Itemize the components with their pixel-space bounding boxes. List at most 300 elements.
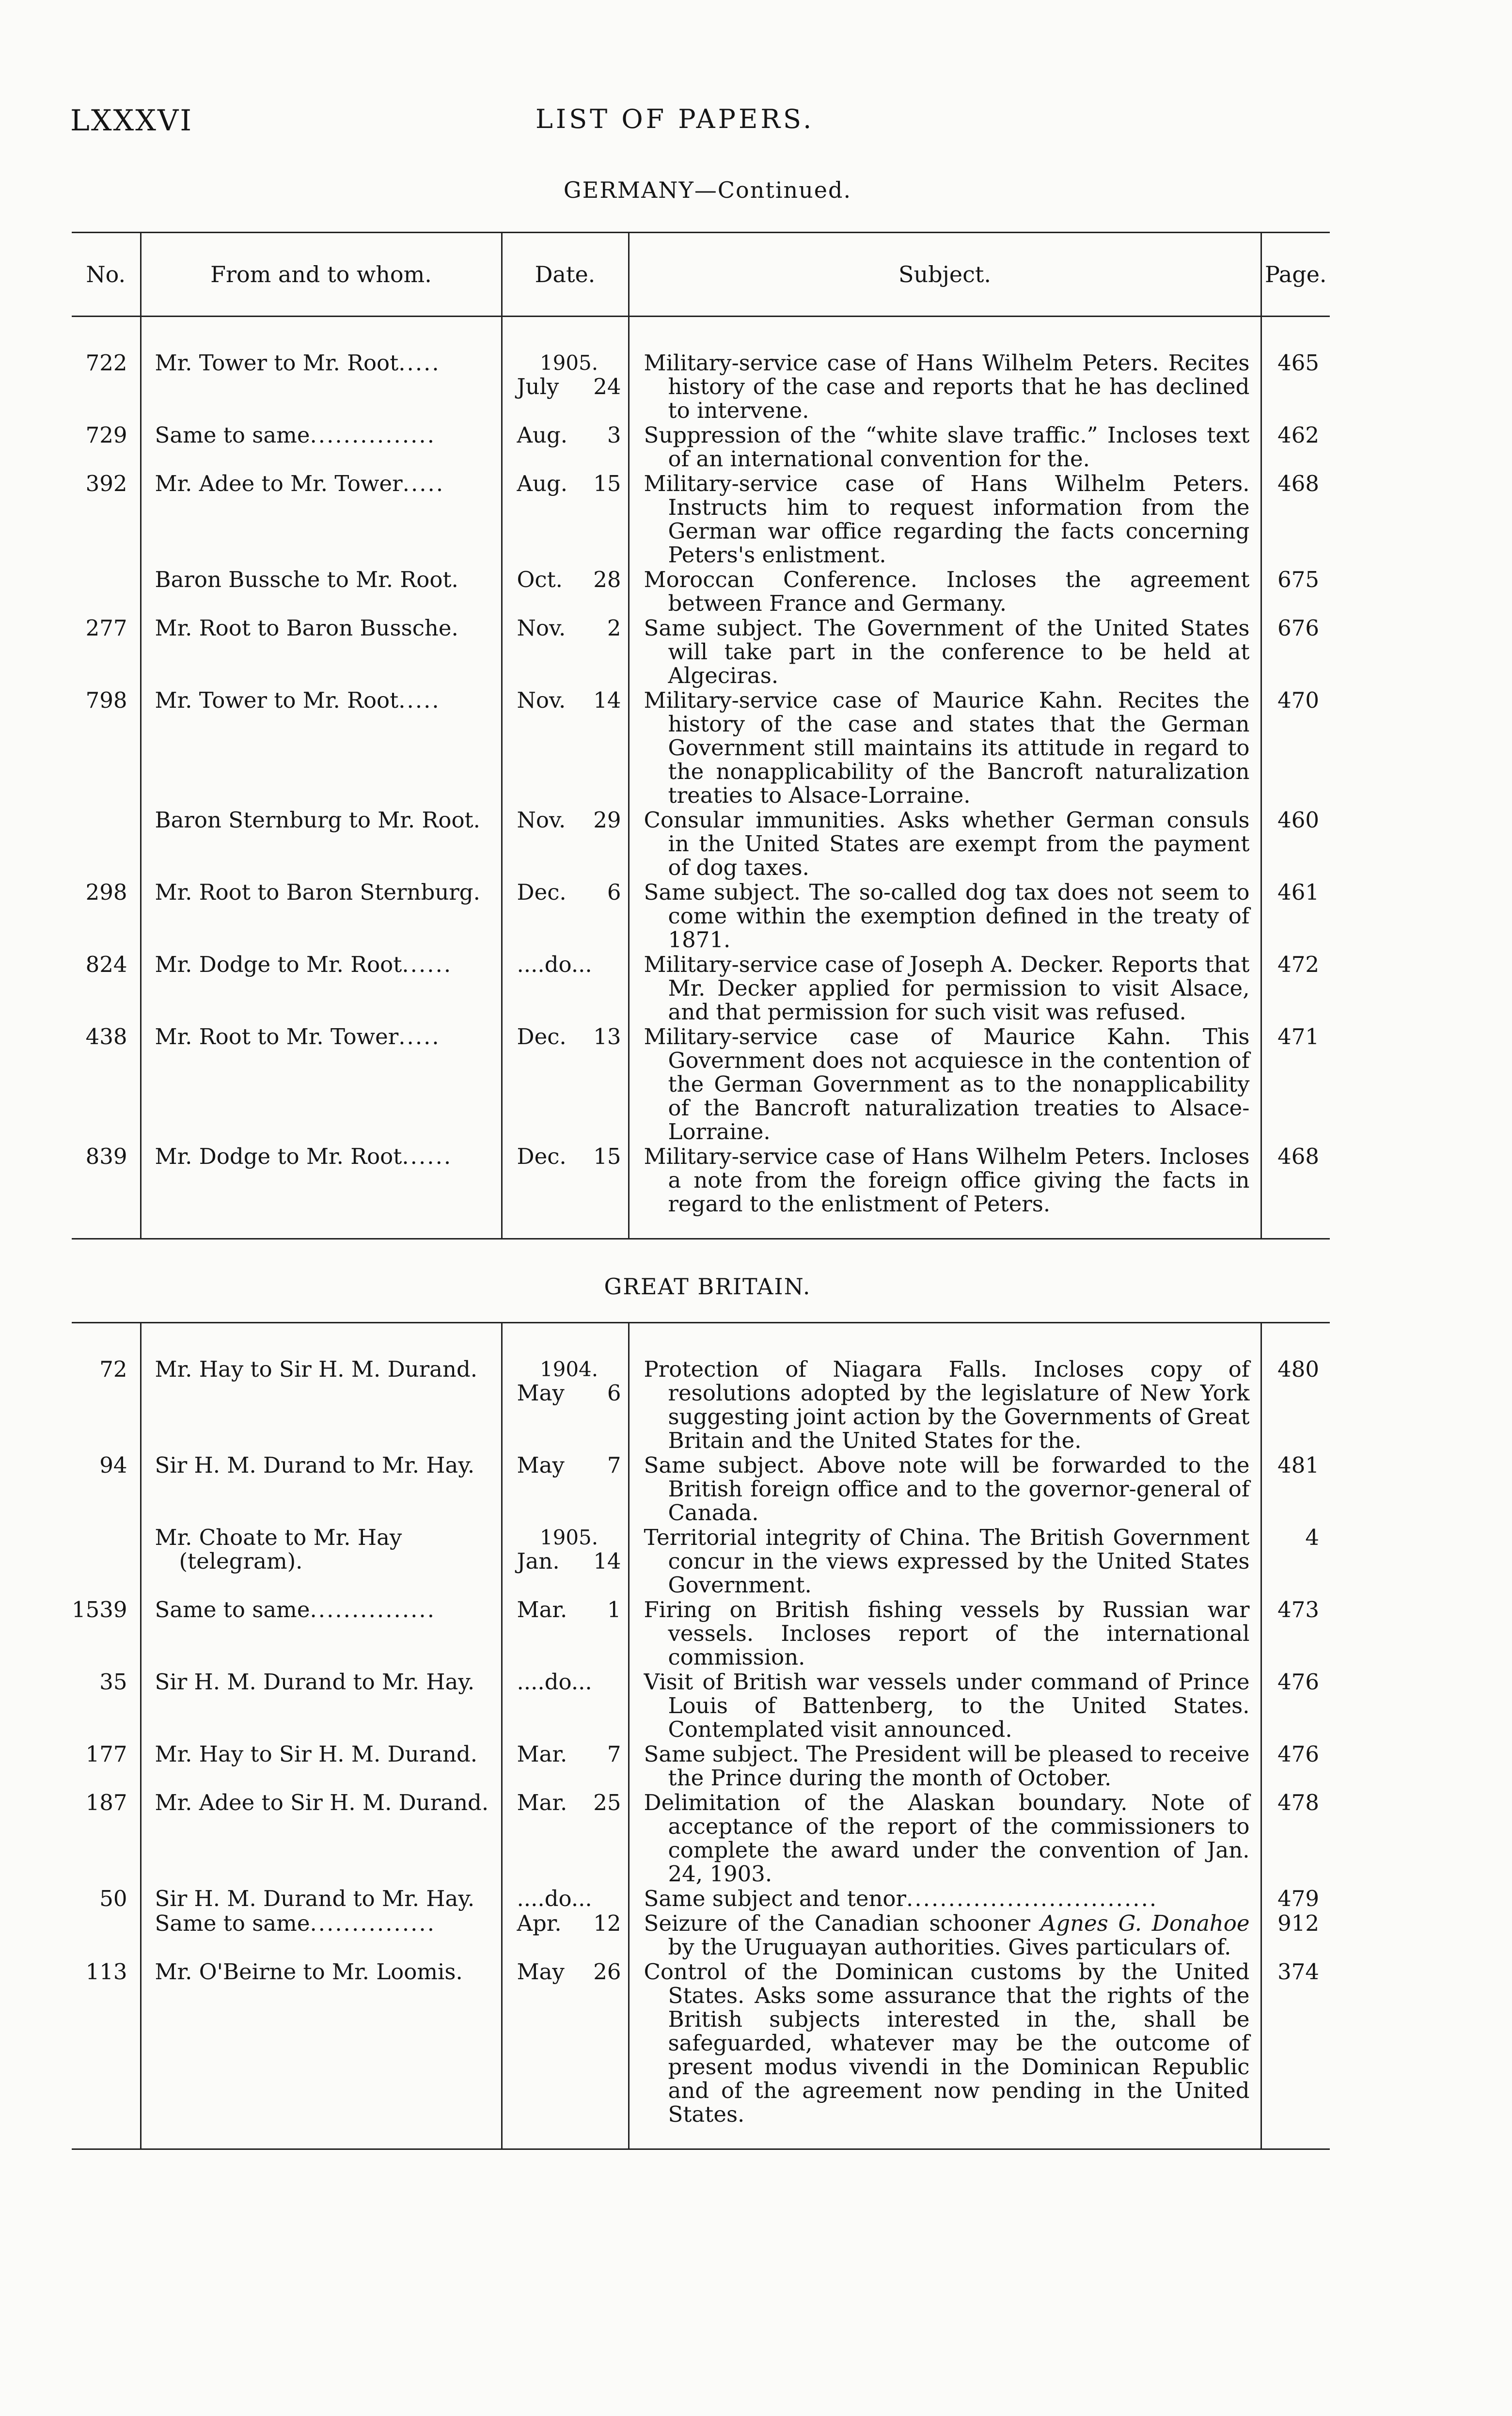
correspondent-names: Mr. Root to Baron Bussche. [155, 615, 458, 641]
leader-dots: ............... [310, 422, 436, 448]
date-day: 1 [607, 1597, 621, 1622]
correspondent-names: Baron Bussche to Mr. Root. [155, 567, 458, 592]
spacer-cell [629, 1323, 1261, 1358]
from-to-cell [141, 1357, 502, 1453]
subject-suffix: by the Uruguayan authorities. Gives particulars of. [668, 1934, 1231, 1960]
correspondent-names: Same to same [155, 1910, 310, 1936]
subject-prefix: Seizure of the Canadian schooner [644, 1910, 1040, 1936]
from-to-text [155, 1598, 496, 1621]
from-to-cell [141, 1911, 502, 1960]
date-day: 14 [593, 1548, 621, 1574]
from-to-text [155, 423, 496, 447]
table-row [72, 568, 1330, 616]
correspondent-names: Mr. Hay to Sir H. M. Durand. [155, 1741, 478, 1767]
table-row [72, 1887, 1330, 1911]
subject-text [644, 688, 1250, 807]
date-month: Mar. [517, 1741, 567, 1767]
date-value [517, 472, 621, 495]
subject-text [644, 1025, 1250, 1144]
correspondent-names: Mr. O'Beirne to Mr. Loomis. [155, 1959, 463, 1985]
table-row [72, 880, 1330, 953]
page-reference: 476 [1261, 1742, 1330, 1791]
entry-number: 438 [85, 1024, 127, 1049]
date-month: Dec. [517, 1024, 567, 1049]
subject-cell [629, 880, 1261, 953]
date-value [517, 568, 621, 591]
subject-cell [629, 1791, 1261, 1887]
bottom-rule-row [72, 2127, 1330, 2149]
from-to-cell [141, 472, 502, 568]
date-cell [502, 568, 629, 616]
subject-text [644, 880, 1250, 952]
date-day: 6 [607, 879, 621, 905]
table-row [72, 808, 1330, 880]
entry-number: 729 [85, 422, 127, 448]
date-cell [502, 953, 629, 1025]
table-row [72, 1670, 1330, 1742]
date-cell [502, 1357, 629, 1453]
from-to-text [155, 1144, 496, 1168]
from-to-text [155, 1025, 496, 1049]
entry-number: 277 [85, 615, 127, 641]
date-day: 15 [593, 1144, 621, 1169]
from-to-text [155, 1911, 496, 1935]
from-to-cell [141, 1742, 502, 1791]
entry-number: 722 [85, 350, 127, 376]
date-day: 3 [607, 422, 621, 448]
subject-cell [629, 1742, 1261, 1791]
subject-body: Same subject. The Government of the United States will take part in the conference to be held at Algeciras. [644, 615, 1250, 688]
date-month: Oct. [517, 567, 563, 592]
date-value [517, 1887, 621, 1910]
from-to-cell [141, 1526, 502, 1598]
subject-cell [629, 1526, 1261, 1598]
page-reference: 472 [1261, 953, 1330, 1025]
page-reference: 4 [1261, 1526, 1330, 1598]
subject-text [644, 1960, 1250, 2126]
bottom-rule-cell [141, 1217, 502, 1239]
date-cell [502, 423, 629, 472]
spacer-row [72, 317, 1330, 351]
table-row [72, 1742, 1330, 1791]
from-to-cell [141, 1598, 502, 1670]
date-cell [502, 1791, 629, 1887]
entry-number: 72 [99, 1356, 127, 1382]
date-cell [502, 1742, 629, 1791]
table-row [72, 1357, 1330, 1453]
subject-text [644, 568, 1250, 615]
date-cell [502, 1887, 629, 1911]
subject-cell [629, 1453, 1261, 1526]
table-row [72, 472, 1330, 568]
page-reference: 675 [1261, 568, 1330, 616]
date-value [517, 1144, 621, 1168]
subject-body: Military-service case of Maurice Kahn. Recites the history of the case and states that the German Government still maintains its attitude in regard to the nonapplicability of the Bancroft naturalization treaties to Alsace-Lorraine. [644, 687, 1250, 808]
page-reference: 470 [1261, 688, 1330, 808]
subject-text [644, 953, 1250, 1024]
page-reference: 461 [1261, 880, 1330, 953]
subject-cell [629, 472, 1261, 568]
date-value [517, 375, 621, 398]
date-value [517, 1791, 621, 1814]
from-to-cell [141, 568, 502, 616]
from-to-cell [141, 1025, 502, 1144]
table-row [72, 688, 1330, 808]
date-month: Mar. [517, 1790, 567, 1815]
date-month: Aug. [517, 422, 568, 448]
correspondent-names: Sir H. M. Durand to Mr. Hay. [155, 1669, 475, 1695]
entry-number [72, 808, 141, 880]
date-day: 15 [593, 471, 621, 496]
column-header-page: Page. [1261, 233, 1330, 317]
column-header-subject: Subject. [629, 233, 1261, 317]
subject-cell [629, 1960, 1261, 2127]
page-reference: 468 [1261, 1144, 1330, 1217]
subject-text [644, 1791, 1250, 1886]
table-row [72, 1911, 1330, 1960]
date-month: Nov. [517, 687, 566, 713]
from-to-text [155, 953, 496, 976]
date-value [517, 953, 621, 976]
page-reference: 462 [1261, 423, 1330, 472]
table-row [72, 616, 1330, 688]
from-to-cell [141, 808, 502, 880]
from-to-text [155, 1887, 496, 1910]
date-value [517, 1381, 621, 1405]
subject-cell [629, 1598, 1261, 1670]
subject-cell [629, 1025, 1261, 1144]
subject-cell [629, 1144, 1261, 1217]
date-value [517, 1025, 621, 1049]
page-reference: 460 [1261, 808, 1330, 880]
date-cell [502, 616, 629, 688]
date-month: Jan. [517, 1548, 560, 1574]
subject-body: Consular immunities. Asks whether German consuls in the United States are exempt from the payment of dog taxes. [644, 807, 1250, 880]
date-value [517, 688, 621, 712]
leader-dots: ...... [402, 952, 453, 977]
date-value [517, 1598, 621, 1621]
subject-text [644, 1911, 1250, 1959]
from-to-cell [141, 1144, 502, 1217]
date-value [517, 1960, 621, 1984]
leader-dots: ..... [398, 350, 441, 376]
page-reference: 480 [1261, 1357, 1330, 1453]
date-value [517, 808, 621, 832]
date-value [517, 1742, 621, 1766]
entry-number: 187 [85, 1790, 127, 1815]
from-to-text [155, 808, 496, 832]
spacer-cell [502, 317, 629, 351]
date-value [517, 880, 621, 904]
from-to-text [155, 568, 496, 591]
date-cell [502, 1025, 629, 1144]
subject-body: Military-service case of Joseph A. Decker. Reports that Mr. Decker applied for permission to visit Alsace, and that permission for such visit was refused. [644, 952, 1250, 1025]
page-reference: 476 [1261, 1670, 1330, 1742]
from-to-text [155, 1526, 496, 1573]
from-to-text [155, 1960, 496, 1984]
correspondent-names: Mr. Dodge to Mr. Root [155, 952, 402, 977]
subject-cell [629, 1911, 1261, 1960]
correspondent-names: Sir H. M. Durand to Mr. Hay. [155, 1452, 475, 1478]
leader-dots: ..... [402, 471, 445, 496]
from-to-text [155, 1742, 496, 1766]
page-reference: 471 [1261, 1025, 1330, 1144]
table-row [72, 1960, 1330, 2127]
from-to-cell [141, 688, 502, 808]
from-to-cell [141, 1453, 502, 1526]
page-reference: 912 [1261, 1911, 1330, 1960]
date-month: May [517, 1452, 565, 1478]
correspondent-names: Mr. Adee to Sir H. M. Durand. [155, 1790, 489, 1815]
leader-dots: ..... [398, 1024, 441, 1049]
date-month: Nov. [517, 807, 566, 833]
leader-dots: ..... [398, 687, 441, 713]
date-month: May [517, 1959, 565, 1985]
from-to-cell [141, 1887, 502, 1911]
subject-body: Visit of British war vessels under command of Prince Louis of Battenberg, to the United States. Contemplated visit announced. [644, 1669, 1250, 1742]
subject-cell [629, 568, 1261, 616]
date-value [517, 423, 621, 447]
date-month: Dec. [517, 1144, 567, 1169]
correspondent-names: Mr. Choate to Mr. Hay (telegram). [155, 1525, 402, 1574]
page-reference: 465 [1261, 351, 1330, 423]
subject-body: Military-service case of Hans Wilhelm Peters. Recites history of the case and reports that he has declined to intervene. [644, 350, 1250, 423]
from-to-text [155, 1791, 496, 1814]
from-to-cell [141, 351, 502, 423]
subject-body: Same subject. Above note will be forwarded to the British foreign office and to the governor-general of Canada. [644, 1452, 1250, 1526]
date-cell [502, 808, 629, 880]
page-title: LIST OF PAPERS. [536, 104, 815, 134]
bottom-rule-cell [72, 2127, 141, 2149]
entry-number: 113 [85, 1959, 127, 1985]
date-day: 2 [607, 615, 621, 641]
subject-body: Control of the Dominican customs by the United States. Asks some assurance that the rights of the British subjects interested in the, shall be safeguarded, whatever may be the outcome of present modus vivendi in the Dominican Republic and of the agreement now pending in the United States. [644, 1959, 1250, 2127]
date-cell [502, 1453, 629, 1526]
date-cell [502, 688, 629, 808]
subject-text [644, 472, 1250, 567]
entry-number: 798 [85, 687, 127, 713]
table-row [72, 1144, 1330, 1217]
from-to-text [155, 688, 496, 712]
subject-cell [629, 1357, 1261, 1453]
from-to-text [155, 1670, 496, 1694]
table-header-row [72, 233, 1330, 317]
column-header-from: From and to whom. [141, 233, 502, 317]
page-number: LXXXVI [70, 104, 193, 138]
date-day: 29 [593, 807, 621, 833]
subject-body: Moroccan Conference. Incloses the agreement between France and Germany. [644, 567, 1250, 616]
subject-cell [629, 953, 1261, 1025]
page-reference: 468 [1261, 472, 1330, 568]
date-cell [502, 472, 629, 568]
spacer-cell [1261, 317, 1330, 351]
date-month: Dec. [517, 879, 567, 905]
table-row [72, 351, 1330, 423]
subject-body: Same subject and tenor [644, 1886, 907, 1911]
date-month: July [517, 374, 559, 399]
subject-text [644, 423, 1250, 471]
from-to-cell [141, 616, 502, 688]
correspondent-names: Mr. Root to Baron Sternburg. [155, 879, 480, 905]
date-value [517, 1453, 621, 1477]
bottom-rule-cell [141, 2127, 502, 2149]
subject-text [644, 616, 1250, 687]
subject-body: Suppression of the “white slave traffic.” Incloses text of an international convention for the. [644, 422, 1250, 472]
from-to-cell [141, 1960, 502, 2127]
from-to-cell [141, 423, 502, 472]
correspondent-names: Mr. Hay to Sir H. M. Durand. [155, 1356, 478, 1382]
subject-cell [629, 1887, 1261, 1911]
entry-number: 50 [99, 1886, 127, 1911]
section-heading-germany: GERMANY—Continued. [563, 177, 852, 203]
page-reference: 374 [1261, 1960, 1330, 2127]
spacer-cell [1261, 1323, 1330, 1358]
subject-cell [629, 423, 1261, 472]
correspondent-names: Same to same [155, 422, 310, 448]
subject-body: Military-service case of Maurice Kahn. This Government does not acquiesce in the contention of the German Government as to the nonapplicability of the Bancroft naturalization treaties to Alsace-Lorraine. [644, 1024, 1250, 1144]
entry-number: 35 [99, 1669, 127, 1695]
spacer-row [72, 1323, 1330, 1358]
date-month: ....do... [517, 952, 592, 977]
date-day: 24 [593, 374, 621, 399]
from-to-text [155, 616, 496, 640]
correspondent-names: Sir H. M. Durand to Mr. Hay. [155, 1886, 475, 1911]
correspondent-names: Mr. Tower to Mr. Root [155, 350, 399, 376]
subject-cell [629, 688, 1261, 808]
entry-number: 1539 [72, 1597, 127, 1622]
date-month: Apr. [517, 1910, 562, 1936]
subject-cell [629, 808, 1261, 880]
date-month: ....do... [517, 1886, 592, 1911]
spacer-cell [141, 1323, 502, 1358]
date-cell [502, 1911, 629, 1960]
correspondent-names: Same to same [155, 1597, 310, 1622]
table-row [72, 1453, 1330, 1526]
from-to-text [155, 472, 496, 495]
subject-text [644, 1453, 1250, 1525]
bottom-rule-cell [72, 1217, 141, 1239]
from-to-text [155, 351, 496, 375]
from-to-text [155, 880, 496, 904]
subject-text [644, 1742, 1250, 1790]
date-day: 25 [593, 1790, 621, 1815]
subject-text [644, 1357, 1250, 1452]
table-row [72, 1025, 1330, 1144]
subject-body: Protection of Niagara Falls. Incloses copy of resolutions adopted by the legislature of New York suggesting joint action by the Governments of Great Britain and the United States for the. [644, 1356, 1250, 1453]
entry-number: 824 [85, 952, 127, 977]
date-year: 1904. [539, 1357, 598, 1381]
bottom-rule-row [72, 1217, 1330, 1239]
leader-dots: ............... [310, 1910, 436, 1936]
section-heading-great-britain: GREAT BRITAIN. [604, 1273, 811, 1300]
subject-body: Delimitation of the Alaskan boundary. Note of acceptance of the report of the commissioners to complete the award under the convention of Jan. 24, 1903. [644, 1790, 1250, 1887]
entry-number [72, 568, 141, 616]
page-reference: 481 [1261, 1453, 1330, 1526]
subject-text [644, 1887, 1250, 1910]
spacer-cell [72, 1323, 141, 1358]
subject-cell [629, 351, 1261, 423]
column-header-date: Date. [502, 233, 629, 317]
correspondent-names: Mr. Tower to Mr. Root [155, 687, 399, 713]
date-day: 6 [607, 1380, 621, 1406]
subject-text [644, 1526, 1250, 1597]
leader-dots: ...... [402, 1144, 453, 1169]
bottom-rule-cell [629, 1217, 1261, 1239]
page-reference: 473 [1261, 1598, 1330, 1670]
subject-body: Military-service case of Hans Wilhelm Peters. Incloses a note from the foreign office giving the facts in regard to the enlistment of Peters. [644, 1144, 1250, 1217]
date-day: 12 [593, 1910, 621, 1936]
from-to-cell [141, 1791, 502, 1887]
date-cell [502, 1598, 629, 1670]
date-cell [502, 1670, 629, 1742]
subject-body: Firing on British fishing vessels by Russian war vessels. Incloses report of the international commission. [644, 1597, 1250, 1670]
entry-number: 392 [85, 471, 127, 496]
papers-table-great-britain [72, 1322, 1330, 2150]
bottom-rule-cell [1261, 2127, 1330, 2149]
date-day: 28 [593, 567, 621, 592]
papers-table-germany [72, 232, 1330, 1240]
date-month: May [517, 1380, 565, 1406]
page-reference: 479 [1261, 1887, 1330, 1911]
table-row [72, 953, 1330, 1025]
bottom-rule-cell [502, 2127, 629, 2149]
entry-number: 94 [99, 1452, 127, 1478]
date-day: 26 [593, 1959, 621, 1985]
date-year: 1905. [539, 1526, 598, 1549]
from-to-text [155, 1357, 496, 1381]
correspondent-names: Mr. Adee to Mr. Tower [155, 471, 403, 496]
table-row [72, 1526, 1330, 1598]
spacer-cell [141, 317, 502, 351]
subject-text [644, 1598, 1250, 1669]
table-row [72, 1598, 1330, 1670]
spacer-cell [629, 317, 1261, 351]
subject-text [644, 808, 1250, 879]
date-cell [502, 1960, 629, 2127]
bottom-rule-cell [1261, 1217, 1330, 1239]
correspondent-names: Mr. Dodge to Mr. Root [155, 1144, 402, 1169]
date-day: 14 [593, 687, 621, 713]
column-header-no: No. [72, 233, 141, 317]
date-year: 1905. [539, 351, 598, 375]
date-cell [502, 1526, 629, 1598]
bottom-rule-cell [629, 2127, 1261, 2149]
subject-body: Same subject. The so-called dog tax does not seem to come within the exemption defined in the treaty of 1871. [644, 879, 1250, 953]
leader-dots: ............... [310, 1597, 436, 1622]
subject-text [644, 1144, 1250, 1216]
table-row [72, 1791, 1330, 1887]
correspondent-names: Mr. Root to Mr. Tower [155, 1024, 399, 1049]
page-reference: 676 [1261, 616, 1330, 688]
page-header [70, 104, 1330, 147]
date-month: ....do... [517, 1669, 592, 1695]
entry-number: 839 [85, 1144, 127, 1169]
subject-body: Military-service case of Hans Wilhelm Peters. Instructs him to request information from the German war office regarding the facts concerning Peters's enlistment. [644, 471, 1250, 568]
subject-cell [629, 1670, 1261, 1742]
date-value [517, 1549, 621, 1573]
from-to-cell [141, 1670, 502, 1742]
date-day: 7 [607, 1741, 621, 1767]
subject-text [644, 351, 1250, 422]
table-row [72, 423, 1330, 472]
bottom-rule-cell [502, 1217, 629, 1239]
date-value [517, 616, 621, 640]
entry-number [72, 1911, 141, 1960]
from-to-cell [141, 880, 502, 953]
date-cell [502, 351, 629, 423]
date-cell [502, 880, 629, 953]
from-to-text [155, 1453, 496, 1477]
